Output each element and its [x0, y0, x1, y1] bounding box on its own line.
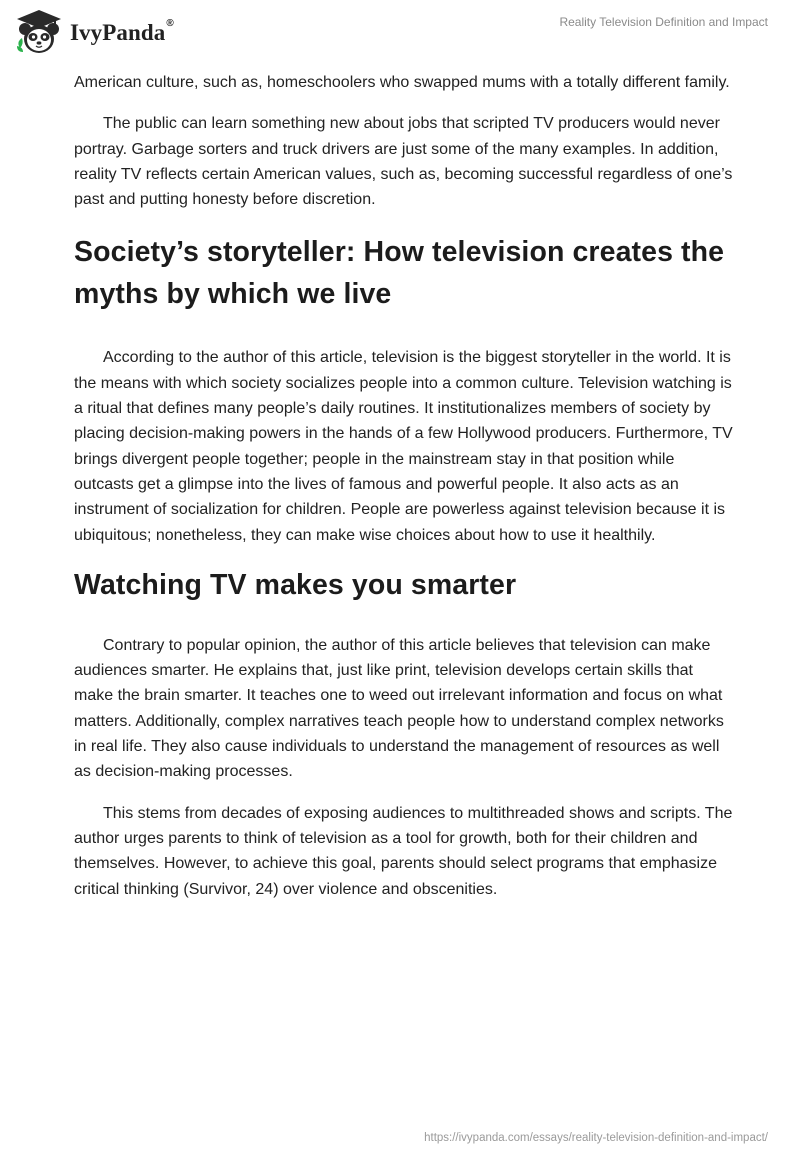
brand-name: IvyPanda®	[70, 18, 174, 45]
essay-content	[74, 70, 734, 918]
paragraph-2: The public can learn something new about jobs that scripted TV producers would never portray. Garbage sorters and truck drivers are just some of the many examples. In addition, reality TV reflects certain American values, such as, becoming successful regardless of one’s past and putting honesty before discretion.	[74, 115, 733, 209]
paragraph-5: This stems from decades of exposing audiences to multithreaded shows and scripts. The author urges parents to think of television as a tool for growth, both for their children and themselves. However, to achieve this goal, parents should select programs that emphasize critical thinking (Survivor, 24) over violence and obscenities.	[74, 804, 733, 898]
paragraph-3: According to the author of this article, television is the biggest storyteller in the world. It is the means with which society socializes people into a common culture. Television watching is a ritual that defines many people’s daily routines. It institutionalizes members of society by placing decision-making powers in the hands of a few Hollywood producers. Furthermore, TV brings divergent people together; people in the mainstream stay in that position while outcasts get a glimpse into the lives of famous and powerful people. It also acts as an instrument of socialization for children. People are powerless against television because it is ubiquitous; nonetheless, they can make wise choices about how to use it healthily.	[74, 349, 733, 544]
page-header	[0, 0, 800, 60]
ivypanda-logo[interactable]	[14, 8, 174, 56]
source-url[interactable]: https://ivypanda.com/essays/reality-television-definition-and-impact/	[424, 1132, 768, 1144]
paragraph-1: American culture, such as, homeschoolers who swapped mums with a totally different family.	[74, 74, 730, 91]
section-heading-smarter: Watching TV makes you smarter	[74, 568, 517, 601]
registered-mark: ®	[166, 18, 174, 29]
running-title: Reality Television Definition and Impact	[559, 15, 768, 29]
panda-graduation-cap-icon	[14, 8, 64, 56]
section-heading-storyteller: Society’s storyteller: How television creates the myths by which we live	[74, 236, 725, 311]
paragraph-4: Contrary to popular opinion, the author of this article believes that television can make audiences smarter. He explains that, just like print, television develops certain skills that make the brain smarter. It teaches one to weed out irrelevant information and focus on what matters. Additionally, complex narratives teach people how to understand complex networks in real life. They also cause individuals to understand the management of resources as well as decision-making processes.	[74, 636, 724, 781]
